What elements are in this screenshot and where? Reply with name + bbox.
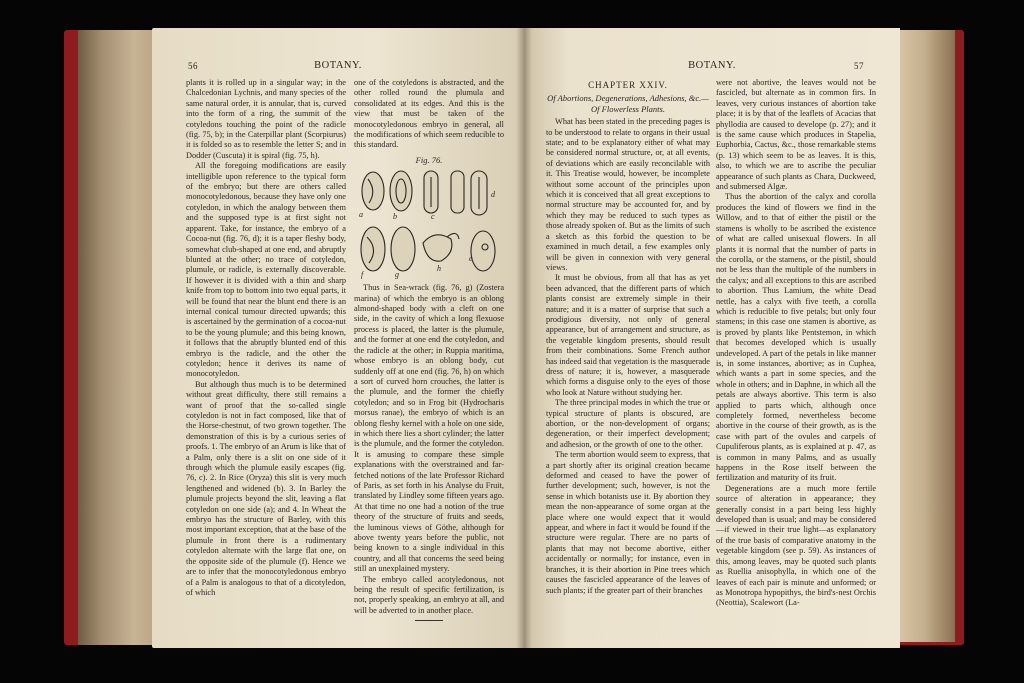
figure-letter: d [491, 190, 495, 200]
embryo-e-drawing [471, 231, 495, 271]
page-edges-right [895, 30, 955, 642]
embryo-h-drawing [423, 235, 452, 261]
paragraph: were not abortive, the leaves would not be fascicled, but alternate as in common firs. In leaves, very curious instances of abortion take place; it is by that of the leaflets of Acacias that phyllodia are caused to develope (p. 27); and it is the same cause which produces in Stapelia, Euphorbia, Cactus, &c., those remarkable stems (p. 13) which seem to be as leaves. It is this, also, to which we are to ascribe the peculiar appearance of such plants as Chara, Duckweed, and submersed Algæ. [716, 78, 876, 192]
page-edges-left [78, 30, 158, 645]
figure-letter: e [469, 254, 473, 264]
paragraph: one of the cotyledons is abstracted, and the other rolled round the plumula and consolidated at its edges. And this is the view that must be taken of the monocotyledonous embryo in general, all the modifications of which seem reducible to this standard. [354, 78, 504, 150]
embryo-figure [359, 167, 499, 279]
figure-letter: g [395, 270, 399, 280]
right-page [524, 28, 900, 648]
figure-caption: Fig. 76. [415, 154, 443, 165]
paragraph: Degenerations are a much more fertile source of alteration in appearance; they generally consist in a part being less highly developed than is usual; and may be considered—if viewed in their true light—as explanatory of the true basis of comparative anatomy in the vegetable kingdom (see p. 59). As instances of this, among leaves, may be quoted such plants as Ruellia anisophylla, in which one of the leaves of each pair is minute and unformed; or as Monotropa hypopithys, the bird's-nest Orchis (Neottia), Scalewort (La- [716, 483, 876, 608]
paragraph: The three principal modes in which the true or typical structure of plants is obscured, are abortion, or the non-development of organs; degeneration, or their imperfect development; and adhesion, or the growth of one to the other. [546, 398, 710, 449]
embryo-b-drawing [390, 171, 412, 211]
chapter-title: CHAPTER XXIV. [588, 80, 668, 90]
embryo-d-drawing [451, 171, 464, 213]
left-page-number: 56 [188, 61, 198, 71]
left-column-1 [186, 78, 346, 630]
right-page-number: 57 [854, 61, 864, 71]
right-running-head [524, 60, 900, 74]
right-column-2 [716, 78, 876, 630]
chapter-subtitle: Of Abortions, Degenerations, Adhesions, &c.—Of Flowerless Plants. [547, 93, 709, 114]
left-page [152, 28, 524, 648]
paragraph: But although thus much is to be determined without great difficulty, there still remains a want of proof that the so-called single cotyledon is not in fact composed, like that of the Horse-chestnut, of two grown together. The demonstration of this is by a curious series of proofs. 1. The embryo of an Arum is like that of a Palm, only there is a slit on one side of it through which the plumule easily escapes (fig. 76, c). 2. In Rice (Oryza) this slit is very much lengthened and widened (b). 3. In Barley the plumule projects beyond the slit, leaving a flat cotyledon on one side (a); and 4. In Wheat the embryo has the structure of Barley, with this most important exception, that at the base of the plumule in front there is a rudimentary cotyledon alternate with the large flat one, on the opposite side of the plumule (f). Hence we are to infer that the monocotyledonous embryo of a Palm is analogous to that of a dicotyledon, of which [186, 379, 346, 597]
figure-letter: h [437, 264, 441, 274]
paragraph: It must be obvious, from all that has as yet been advanced, that the different parts of which plants consist are extremely simple in their nature; and it is a matter of surprise that such a prodigious diversity, not only of general appearance, but of arrangement and structure, as the vegetable kingdom presents, should result from their combinations. Some French author has indeed said that vegetation is the masquerade dress of nature; it is, however, a masquerade which forms a disguise only to the eyes of those who look at Nature without studying her. [546, 273, 710, 397]
right-running-title: BOTANY. [688, 60, 736, 71]
embryo-g-drawing [391, 227, 415, 271]
left-running-head [152, 60, 524, 74]
book-gutter [516, 28, 532, 648]
left-column-2 [354, 78, 504, 630]
paragraph: The term abortion would seem to express, that a part shortly after its original creation became deformed and ceased to have the power of further development; such, however, is not the sense in which botanists use it. By abortion they mean the non-appearance of some organ at the place where one would expect that it would appear, and where in fact it would be found if the structure were regular. There are no parts of plants that may not become abortive, either accidentally or normally; for instance, even in branches, it is their abortion in Pine trees which causes the fascicled appearance of the leaves of such plants; if the greater part of their branches [546, 450, 710, 595]
right-column-1 [546, 78, 710, 630]
left-running-title: BOTANY. [314, 60, 362, 71]
paragraph: plants it is rolled up in a singular way; in the Chalcedonian Lychnis, and many species of the same natural order, it is annular, that is, curved into the form of a ring, the summit of the cotyledons touching the point of the radicle (fig. 75, b); in the Caterpillar plant (Scorpiurus) it is folded so as to resemble the letter S; and in Dodder (Cuscuta) it is spiral (fig. 75, h). [186, 78, 346, 160]
paragraph: The embryo called acotyledonous, not being the result of specific fertilization, is not, properly speaking, an embryo at all, and will be adverted to in another place. [354, 574, 504, 615]
figure-letter: b [393, 212, 397, 222]
section-divider [415, 620, 443, 621]
figure-letter: f [361, 270, 364, 280]
figure-letter: c [431, 212, 435, 222]
paragraph: What has been stated in the preceding pages is to be understood to relate to organs in their usual state; and to be explanatory either of what may be considered normal structure, or, at all events, of deviations which are easily reconcilable with it. This Treatise would, however, be incomplete without some account of the principles upon which it is conceived that all great exceptions to normal structure may be accounted for, and by which they may be reduced to such types as those already spoken of. But as the limits of such a sketch as this forbid the question to be examined in much detail, a few examples only will be given in connexion with very general views. [546, 117, 710, 272]
paragraph: All the foregoing modifications are easily intelligible upon reference to the typical form of the embryo; but there are others called monocotyledonous, because they have only one cotyledon, in which the analogy between them and the supposed type is at first sight not apparent. Take, for instance, the embryo of a Cocoa-nut (fig. 76, d); it is a taper fleshy body, somewhat club-shaped at one end, and abruptly blunted at the other; no trace of cotyledon, plumule, or radicle, is externally discoverable. If however it is divided with a thin and sharp knife from top to bottom into two equal parts, it will be found that near the blunt end there is an internal conical tumour directed upwards; this is ascertained by the germination of a cocoa-nut to be the young plumule; and this being known, it follows that the abruptly blunted end of this embryo is the radicle, and the other the cotyledon; hence it derives its name of monocotyledon. [186, 161, 346, 379]
paragraph: Thus the abortion of the calyx and corolla produces the kind of flowers we find in the Willow, and to that of either the pistil or the stamens is wholly to be ascribed the existence of what are called unisexual flowers. In all plants it is normal that the number of parts in the corolla, or the stamens, or the pistil, should not be less than the multiple of the numbers in the calyx; and all exceptions to this are ascribed to abortion. Thus Lamium, the white Dead nettle, has a calyx with five teeth, a corolla which is reducible to five petals; but only four stamens; in this case one stamen is abortive, as is proved by plants like Pentstemon, in which that becomes developed which is usually undeveloped. A part of the petals in like manner is, in some instances, abortive; as in Cuphea, which wants a part in some species, and the whole in others; and in Daphne, in which all the petals are always abortive. This term is also applied to parts which, although once completely formed, nevertheless become abortive in the course of their growth, as is the case with part of the ovules and carpels of Cupuliferous plants, as is explained at p. 47, as is common in many Palms, and as usually happens in the Rose itself between the fertilization and maturity of its fruit. [716, 192, 876, 483]
figure-letter: a [359, 210, 363, 220]
paragraph: Thus in Sea-wrack (fig. 76, g) (Zostera marina) of which the embryo is an oblong almond-shaped body with a cleft on one side, in the cavity of which a long flexuose process is placed, the latter is the plumule, and the former at one end the cotyledon, and the radicle at the other; in Ruppia maritima, whose embryo is an oblong body, cut suddenly off at one end (fig. 76, h) on which a sort of curved horn crouches, the latter is the plumule, and the former the chiefly cotyledon; and so in Frog bit (Hydrocharis morsus ranae), the embryo of which is an oblong fleshy kernel with a hole on one side, in which there lies a short cylinder; the latter is the plumule, and the former the cotyledon. It is amusing to compare these simple explanations with the overstrained and far-fetched notions of the late Professor Richard of Paris, as set forth in his Analyse du Fruit, translated by Lindley some fifteen years ago. At that time no one had a notion of the true theory of the structure of fruits and seeds, the luminous views of Göthe, although for above twenty years before the public, not being known to a single individual in this country, and all that concerns the seed being still an unexplained mystery. [354, 283, 504, 574]
